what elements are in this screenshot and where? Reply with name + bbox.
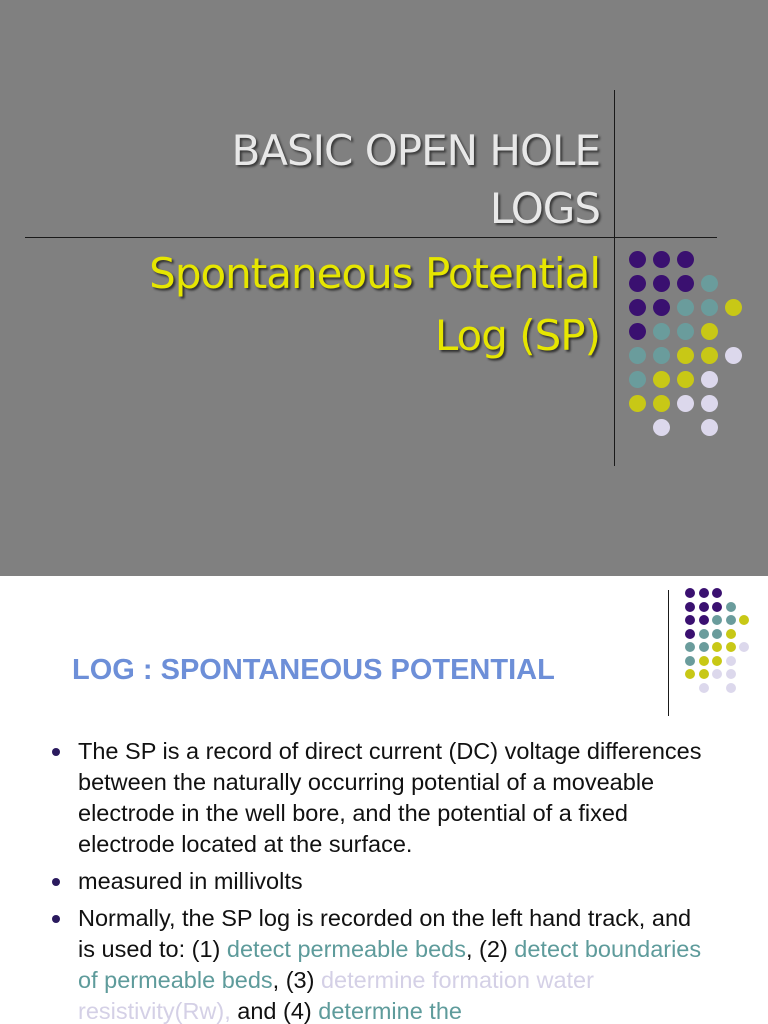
title-line-1: BASIC OPEN HOLE: [231, 126, 600, 175]
decorative-dot: [677, 395, 694, 412]
decorative-dot: [699, 669, 709, 679]
bullet-icon: [52, 878, 60, 886]
content-slide: [0, 576, 768, 1024]
bullet-text-part: Normally, the SP log is recorded on the left hand track, and is used to: (1): [78, 905, 692, 962]
bullet-text-part: and (4): [230, 998, 319, 1024]
highlight-text: determine the: [318, 998, 462, 1024]
bullet-text-part: , (2): [465, 936, 515, 962]
decorative-dot: [685, 656, 695, 666]
decorative-dot: [629, 347, 646, 364]
bullet-icon: [52, 915, 60, 923]
decorative-dot: [685, 615, 695, 625]
decorative-dot: [712, 629, 722, 639]
decorative-dot: [712, 615, 722, 625]
decorative-dot: [653, 371, 670, 388]
bullet-item: [48, 866, 708, 897]
decorative-dot: [677, 275, 694, 292]
decorative-dot: [712, 602, 722, 612]
decorative-dot: [726, 615, 736, 625]
decorative-dot: [629, 395, 646, 412]
title-line-2: LOGS: [489, 184, 600, 233]
bullet-item: [48, 736, 708, 860]
slide-title: [231, 122, 600, 238]
decorative-dot: [712, 656, 722, 666]
decorative-dot: [739, 642, 749, 652]
bullet-icon: [52, 748, 60, 756]
decorative-dot: [701, 275, 718, 292]
decorative-dot: [685, 629, 695, 639]
decorative-dot: [699, 588, 709, 598]
decorative-dot: [701, 323, 718, 340]
decorative-dot: [699, 615, 709, 625]
slide-heading: LOG : SPONTANEOUS POTENTIAL: [72, 654, 555, 686]
decorative-dot: [699, 602, 709, 612]
subtitle-line-1: Spontaneous Potential: [149, 249, 600, 298]
decorative-dot: [685, 669, 695, 679]
decorative-dot: [685, 642, 695, 652]
decorative-dot: [685, 602, 695, 612]
decorative-dot: [677, 347, 694, 364]
decorative-dot: [677, 371, 694, 388]
decorative-dot: [726, 602, 736, 612]
decorative-dot: [726, 669, 736, 679]
decorative-dot: [701, 371, 718, 388]
decorative-dot: [653, 419, 670, 436]
vertical-divider: [614, 90, 615, 466]
decorative-dot: [712, 642, 722, 652]
decorative-dot: [653, 395, 670, 412]
decorative-dot: [629, 275, 646, 292]
decorative-dot: [726, 683, 736, 693]
decorative-dot: [712, 669, 722, 679]
subtitle-line-2: Log (SP): [434, 311, 600, 360]
decorative-dot: [726, 629, 736, 639]
decorative-dot: [629, 323, 646, 340]
bullet-text-part: , (3): [272, 967, 321, 993]
decorative-dot: [726, 642, 736, 652]
decorative-dot: [699, 656, 709, 666]
decorative-dot: [629, 299, 646, 316]
decorative-dot: [712, 588, 722, 598]
decorative-dot: [701, 395, 718, 412]
highlight-text: detect permeable beds: [226, 936, 466, 962]
decorative-dot: [701, 419, 718, 436]
decorative-dot: [726, 656, 736, 666]
decorative-dot: [699, 683, 709, 693]
bullet-text: The SP is a record of direct current (DC) voltage differences between the naturally occurring potential of a moveable electrode in the well bore, and the potential of a fixed electrode located at the surface.: [78, 738, 702, 857]
highlight-text: determine formation water resistivity(Rw),: [78, 967, 594, 1024]
decorative-dot: [725, 347, 742, 364]
bullet-list: [48, 736, 708, 1024]
decorative-dot: [653, 251, 670, 268]
slide-subtitle: [149, 243, 600, 367]
decorative-dot: [699, 642, 709, 652]
decorative-dot: [629, 251, 646, 268]
decorative-dot: [677, 323, 694, 340]
bullet-text: measured in millivolts: [78, 868, 303, 894]
decorative-dot: [677, 299, 694, 316]
decorative-dot: [699, 629, 709, 639]
decorative-dot: [725, 299, 742, 316]
decorative-dot: [701, 347, 718, 364]
highlight-text: detect boundaries of permeable beds: [78, 936, 702, 993]
decorative-dot: [685, 588, 695, 598]
decorative-dot: [653, 323, 670, 340]
vertical-divider: [668, 590, 669, 716]
decorative-dot: [653, 275, 670, 292]
decorative-dot: [629, 371, 646, 388]
decorative-dot: [739, 615, 749, 625]
decorative-dot: [653, 299, 670, 316]
bullet-item: [48, 903, 708, 1024]
decorative-dot: [653, 347, 670, 364]
decorative-dot: [677, 251, 694, 268]
decorative-dot: [701, 299, 718, 316]
